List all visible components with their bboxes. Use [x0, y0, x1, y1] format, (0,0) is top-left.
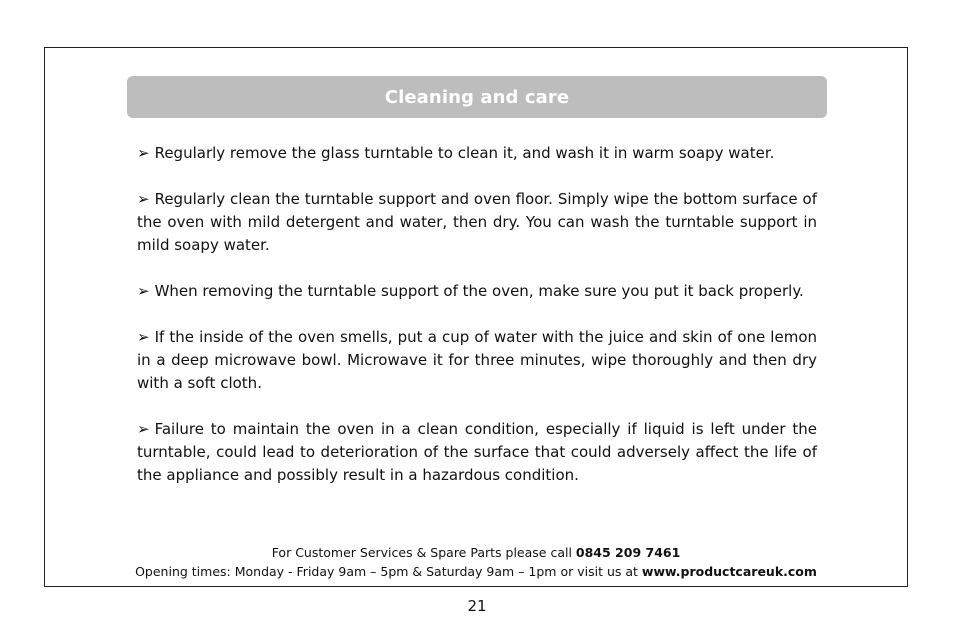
footer-line-hours	[44, 562, 908, 581]
instruction-text: Regularly remove the glass turntable to clean it, and wash it in warm soapy water.	[154, 144, 775, 162]
section-title: Cleaning and care	[384, 86, 570, 108]
section-header	[127, 76, 827, 118]
arrow-bullet-icon: ➢	[137, 328, 150, 346]
instruction-paragraph	[137, 280, 817, 303]
website-link: www.productcareuk.com	[641, 564, 817, 579]
instruction-paragraph	[137, 142, 817, 165]
instruction-text: Regularly clean the turntable support and oven floor. Simply wipe the bottom surface of the oven with mild detergent and water, then dry. You can wash the turntable support in mild soapy water.	[137, 190, 817, 254]
instruction-text: Failure to maintain the oven in a clean condition, especially if liquid is left under the turntable, could lead to deterioration of the surface that could adversely affect the life of the appliance and possibly result in a hazardous condition.	[137, 420, 817, 484]
footer-phone-label: For Customer Services & Spare Parts please call	[271, 545, 572, 560]
instruction-paragraph	[137, 188, 817, 257]
cleaning-instructions	[137, 142, 817, 510]
arrow-bullet-icon: ➢	[137, 190, 150, 208]
arrow-bullet-icon: ➢	[137, 144, 150, 162]
phone-number: 0845 209 7461	[575, 545, 681, 560]
page-number: 21	[467, 597, 487, 615]
instruction-paragraph	[137, 418, 817, 487]
arrow-bullet-icon: ➢	[137, 282, 150, 300]
customer-service-footer	[44, 543, 908, 581]
instruction-paragraph	[137, 326, 817, 395]
footer-line-phone	[44, 543, 908, 562]
instruction-text: When removing the turntable support of the oven, make sure you put it back properly.	[154, 282, 804, 300]
arrow-bullet-icon: ➢	[137, 420, 150, 438]
opening-times: Opening times: Monday - Friday 9am – 5pm & Saturday 9am – 1pm or visit us at	[135, 564, 638, 579]
instruction-text: If the inside of the oven smells, put a cup of water with the juice and skin of one lemon in a deep microwave bowl. Microwave it for three minutes, wipe thoroughly and then dry with a soft cloth.	[137, 328, 817, 392]
